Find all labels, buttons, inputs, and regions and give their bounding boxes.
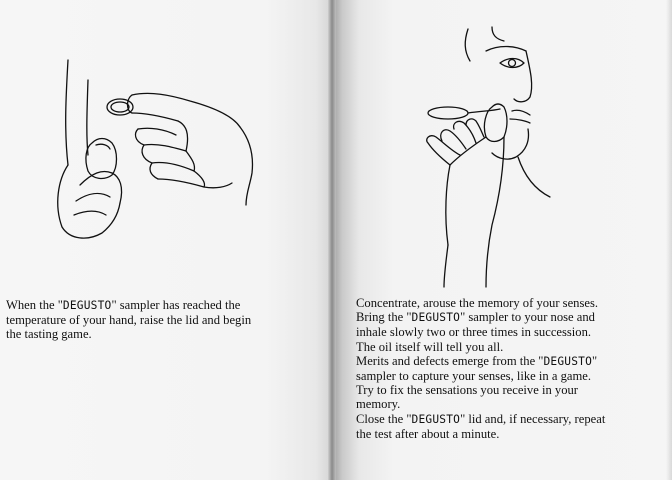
brand-name: DEGUSTO: [543, 354, 593, 368]
brand-name: DEGUSTO: [411, 311, 461, 325]
instruction-line: memory.: [356, 397, 401, 412]
instruction-line: Close the "DEGUSTO" lid and, if necessary, repeat: [356, 411, 606, 426]
caption-line: temperature of your hand, raise the lid and begin: [6, 313, 252, 328]
instruction-line: Bring the "DEGUSTO" sampler to your nose and: [356, 310, 595, 325]
brand-name: DEGUSTO: [62, 299, 112, 312]
tasting-caption: [6, 298, 251, 342]
instruction-line: Merits and defects emerge from the "DEGUSTO": [356, 353, 598, 368]
caption-line: the tasting game.: [6, 327, 92, 342]
left-page: [0, 0, 332, 480]
instruction-line: the test after about a minute.: [356, 426, 500, 441]
instruction-line: Concentrate, arouse the memory of your senses.: [356, 296, 599, 310]
page-edge-shadow: [666, 0, 672, 480]
instruction-line: Try to fix the sensations you receive in your: [356, 383, 578, 398]
person-smelling-sampler-illustration: [400, 25, 585, 290]
book-gutter: [328, 0, 336, 480]
instruction-line: inhale slowly two or three times in succession.: [356, 325, 592, 340]
hands-opening-sampler-illustration: [40, 55, 280, 250]
instruction-line: sampler to capture your senses, like in a game.: [356, 369, 592, 384]
instruction-line: The oil itself will tell you all.: [356, 339, 504, 354]
tasting-instructions: [356, 296, 605, 441]
caption-line: When the "DEGUSTO" sampler has reached the: [6, 298, 241, 312]
brand-name: DEGUSTO: [411, 412, 461, 426]
